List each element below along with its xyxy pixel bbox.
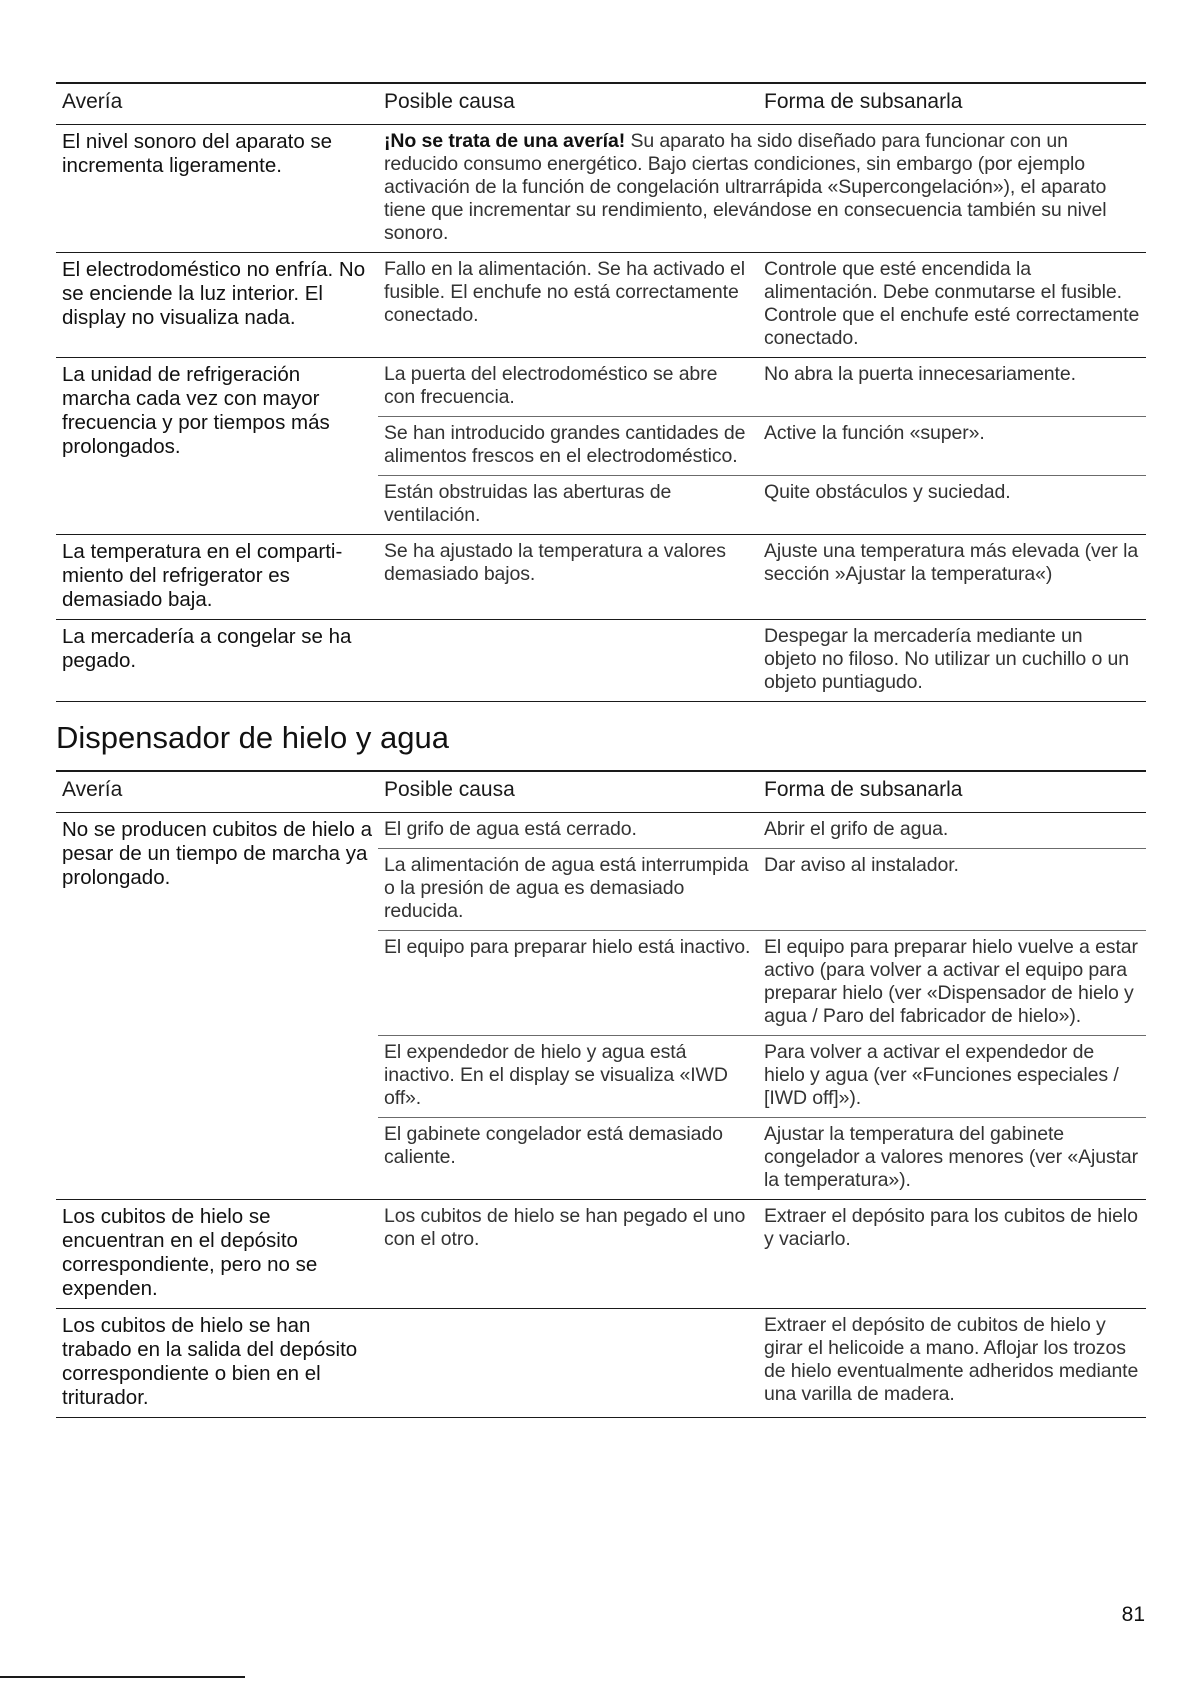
cause-cell [378, 620, 758, 702]
troubleshooting-table [56, 82, 1146, 702]
page-number: 81 [1121, 1603, 1145, 1626]
cause-cell [378, 125, 1146, 253]
section-title: Dispensador de hielo y agua [56, 720, 449, 755]
remedy-cell: Para volver a activar el expendedor de hielo y agua (ver «Funciones especiales / [IWD off]»). [758, 1036, 1146, 1118]
table-row [56, 1200, 1146, 1309]
cause-cell: La alimentación de agua está interrumpida o la presión de agua es demasiado reducida. [378, 849, 758, 931]
footer-rule [0, 1676, 245, 1678]
remedy-cell: Abrir el grifo de agua. [758, 813, 1146, 849]
fault-cell: La mercadería a congelar se ha pegado. [56, 620, 378, 702]
cause-cell: El equipo para preparar hielo está inactivo. [378, 931, 758, 1036]
cause-cell: El grifo de agua está cerrado. [378, 813, 758, 849]
table-row [56, 620, 1146, 702]
cause-cell [378, 1309, 758, 1418]
header-remedy: Forma de subsanarla [758, 83, 1146, 125]
cause-text: Su aparato ha sido diseñado para funcionar con un reducido consumo energético. Bajo ciertas condiciones, sin embargo (por ejemplo activación de la función de congelación ultrarrápida «Supercongelación»), el aparato tiene que incrementar su rendimiento, elevándose en consecuencia también su nivel sonoro. [384, 130, 1107, 244]
header-cause: Posible causa [378, 83, 758, 125]
header-remedy: Forma de subsanarla [758, 771, 1146, 813]
remedy-cell: Quite obstáculos y suciedad. [758, 476, 1146, 535]
header-fault: Avería [56, 83, 378, 125]
table-row [56, 125, 1146, 253]
page-content [56, 82, 1146, 1418]
table-header-row [56, 771, 1146, 813]
table-row [56, 358, 1146, 417]
remedy-cell: El equipo para preparar hielo vuelve a estar activo (para volver a activar el equipo para preparar hielo (ver «Dispensador de hielo y agua / Paro del fabricador de hielo»). [758, 931, 1146, 1036]
cause-cell: Están obstruidas las aberturas de ventilación. [378, 476, 758, 535]
cause-lead: ¡No se trata de una avería! [384, 130, 626, 152]
cause-cell: Los cubitos de hielo se han pegado el uno con el otro. [378, 1200, 758, 1309]
remedy-cell: Active la función «super». [758, 417, 1146, 476]
remedy-cell: Ajustar la temperatura del gabinete congelador a valores menores (ver «Ajustar la temperatura»). [758, 1118, 1146, 1200]
remedy-cell: Controle que esté encendida la alimentación. Debe conmutarse el fusible. Controle que el enchufe esté correctamente conectado. [758, 253, 1146, 358]
cause-cell: El gabinete congelador está demasiado caliente. [378, 1118, 758, 1200]
table-row [56, 253, 1146, 358]
header-fault: Avería [56, 771, 378, 813]
table-row [56, 813, 1146, 849]
ice-dispenser-table [56, 770, 1146, 1418]
fault-cell: La unidad de refrigeración marcha cada vez con mayor frecuencia y por tiempos más prolongados. [56, 358, 378, 535]
cause-cell: Fallo en la alimentación. Se ha activado el fusible. El enchufe no está correctamente conectado. [378, 253, 758, 358]
fault-cell: Los cubitos de hielo se encuentran en el depósito correspondiente, pero no se expenden. [56, 1200, 378, 1309]
header-cause: Posible causa [378, 771, 758, 813]
fault-cell: La temperatura en el comparti-miento del refrigerator es demasiado baja. [56, 535, 378, 620]
cause-cell: La puerta del electrodoméstico se abre con frecuencia. [378, 358, 758, 417]
remedy-cell: Despegar la mercadería mediante un objeto no filoso. No utilizar un cuchillo o un objeto puntiagudo. [758, 620, 1146, 702]
fault-cell: El electrodoméstico no enfría. No se enciende la luz interior. El display no visualiza nada. [56, 253, 378, 358]
fault-cell: El nivel sonoro del aparato se incrementa ligeramente. [56, 125, 378, 253]
cause-cell: Se han introducido grandes cantidades de alimentos frescos en el electrodoméstico. [378, 417, 758, 476]
fault-cell: Los cubitos de hielo se han trabado en la salida del depósito correspondiente o bien en el triturador. [56, 1309, 378, 1418]
cause-cell: Se ha ajustado la temperatura a valores demasiado bajos. [378, 535, 758, 620]
table-row [56, 1309, 1146, 1418]
remedy-cell: Extraer el depósito para los cubitos de hielo y vaciarlo. [758, 1200, 1146, 1309]
fault-cell: No se producen cubitos de hielo a pesar de un tiempo de marcha ya prolongado. [56, 813, 378, 1200]
remedy-cell: Dar aviso al instalador. [758, 849, 1146, 931]
remedy-cell: Extraer el depósito de cubitos de hielo y girar el helicoide a mano. Aflojar los trozos de hielo eventualmente adheridos mediante una varilla de madera. [758, 1309, 1146, 1418]
table-header-row [56, 83, 1146, 125]
remedy-cell: No abra la puerta innecesariamente. [758, 358, 1146, 417]
table-row [56, 535, 1146, 620]
cause-cell: El expendedor de hielo y agua está inactivo. En el display se visualiza «IWD off». [378, 1036, 758, 1118]
remedy-cell: Ajuste una temperatura más elevada (ver la sección »Ajustar la temperatura«) [758, 535, 1146, 620]
